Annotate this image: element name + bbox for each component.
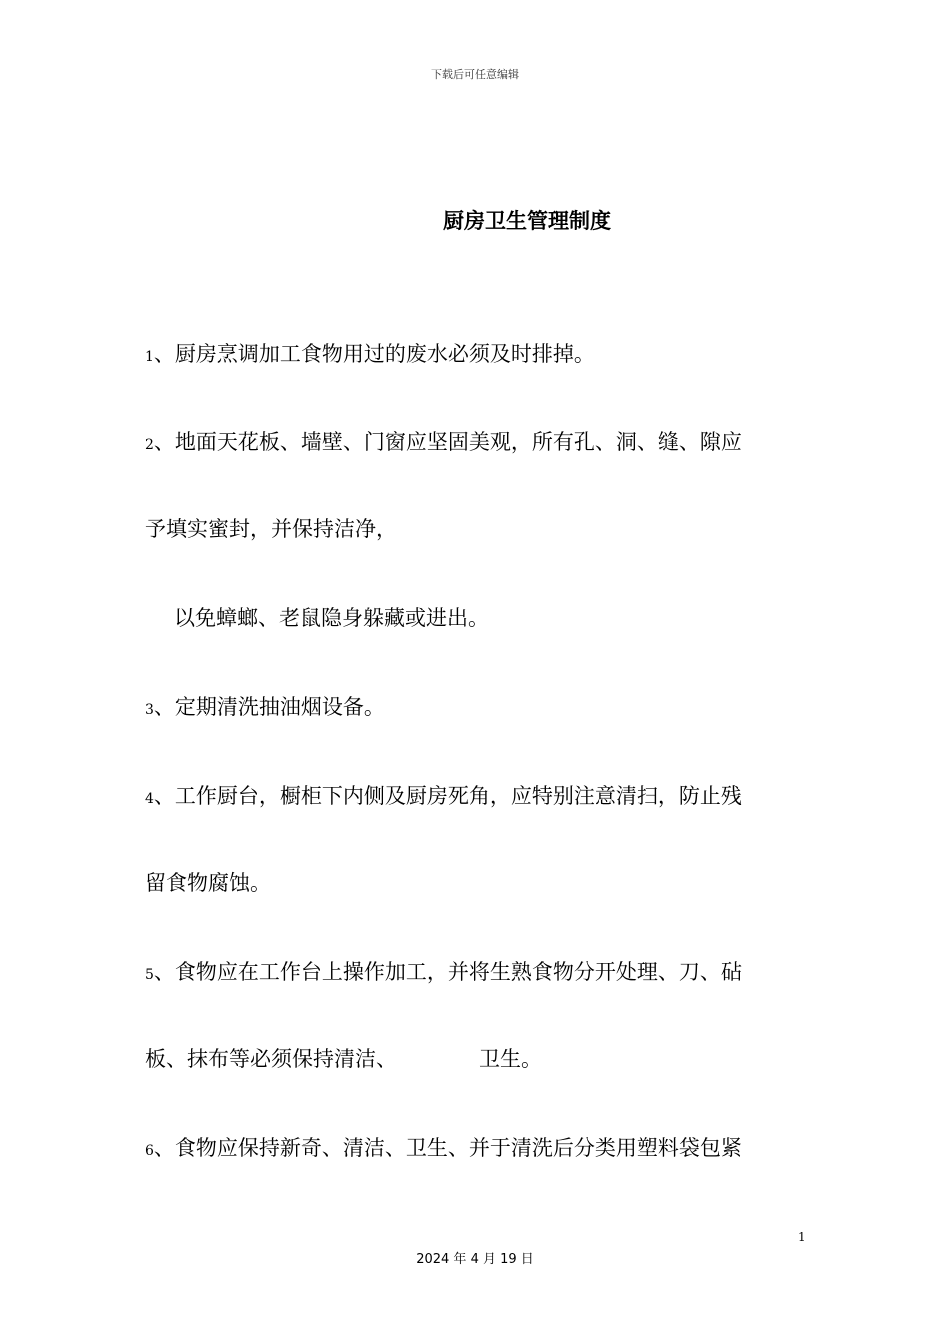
paragraph-line-2 xyxy=(145,428,742,459)
footer-date: 2024 年 4 月 19 日 xyxy=(416,1252,534,1267)
line-text: 、食物应保持新奇、清洁、卫生、并于清洗后分类用塑料袋包紧 xyxy=(153,1136,742,1160)
item-number: 1 xyxy=(145,349,154,365)
line-text: 、地面天花板、墙壁、门窗应坚固美观，所有孔、洞、缝、隙应 xyxy=(153,430,742,454)
line-text: 板、抹布等必须保持清洁、 xyxy=(145,1047,397,1071)
paragraph-line-1 xyxy=(145,340,595,371)
line-text: 、食物应在工作台上操作加工，并将生熟食物分开处理、刀、砧 xyxy=(153,960,742,984)
line-text: 、工作厨台，橱柜下内侧及厨房死角，应特别注意清扫，防止残 xyxy=(153,784,742,808)
item-number: 5 xyxy=(145,967,154,983)
item-number: 4 xyxy=(145,791,154,807)
page-number: 1 xyxy=(798,1230,806,1244)
line-text: 卫生。 xyxy=(479,1047,542,1071)
paragraph-line-3 xyxy=(145,515,397,543)
header-note: 下载后可任意编辑 xyxy=(431,68,519,81)
line-text: 、厨房烹调加工食物用过的废水必须及时排掉。 xyxy=(153,342,595,366)
line-text: 予填实蜜封，并保持洁净， xyxy=(145,517,397,541)
item-number: 3 xyxy=(145,702,154,718)
item-number: 2 xyxy=(145,437,154,453)
paragraph-line-4 xyxy=(174,604,489,632)
paragraph-line-5 xyxy=(145,693,385,724)
line-text: 留食物腐蚀。 xyxy=(145,871,271,895)
paragraph-line-10 xyxy=(145,1134,742,1165)
paragraph-line-8 xyxy=(145,958,742,989)
page-title: 厨房卫生管理制度 xyxy=(443,209,611,233)
paragraph-line-6 xyxy=(145,782,742,813)
paragraph-line-9 xyxy=(145,1045,542,1073)
line-text: 、定期清洗抽油烟设备。 xyxy=(153,695,385,719)
paragraph-line-7 xyxy=(145,869,271,897)
line-text: 以免蟑螂、老鼠隐身躲藏或进出。 xyxy=(174,606,489,630)
item-number: 6 xyxy=(145,1143,154,1159)
